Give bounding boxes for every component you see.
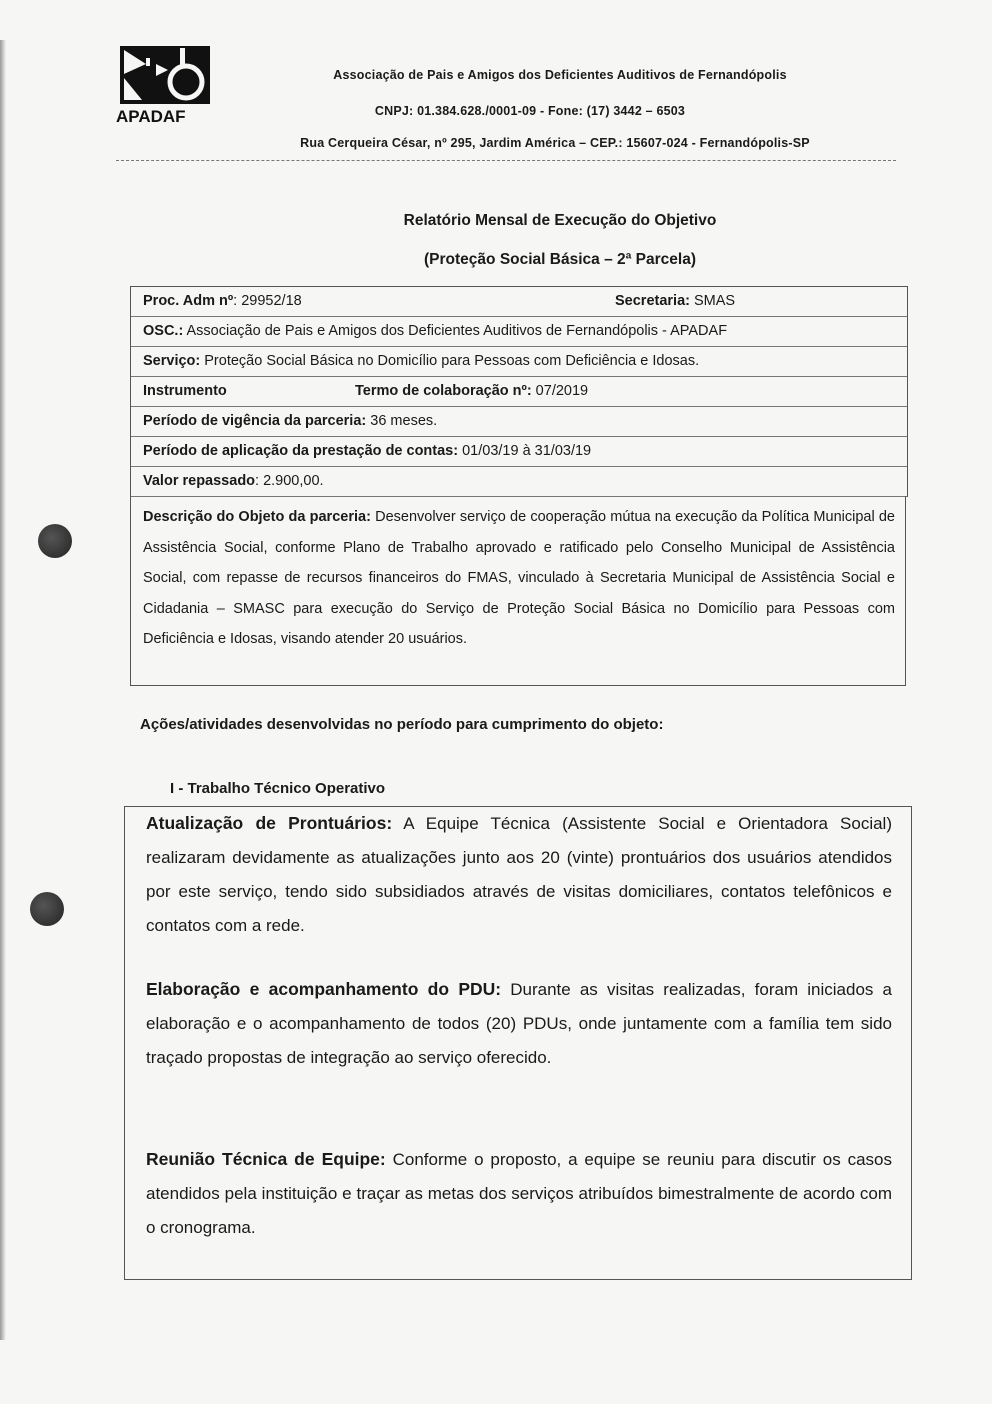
address-line: Rua Cerqueira César, nº 295, Jardim América – CEP.: 15607-024 - Fernandópolis-SP — [300, 136, 810, 150]
paragraph-text: Durante as visitas realizadas, foram iniciados a elaboração e o acompanhamento de todos (20) PDUs, onde juntamente com a família tem sido traçado propostas de integração ao serviço oferecido. — [146, 980, 892, 1067]
paragraph-reuniao — [146, 1142, 892, 1245]
info-table — [130, 286, 908, 497]
paragraph-text: Conforme o proposto, a equipe se reuniu para discutir os casos atendidos pela instituição e traçar as metas dos serviços atribuídos bimestralmente de acordo com o cronograma. — [146, 1150, 892, 1237]
section-heading: I - Trabalho Técnico Operativo — [170, 780, 386, 797]
scan-edge — [0, 40, 6, 1340]
descricao-value: Desenvolver serviço de cooperação mútua na execução da Política Municipal de Assistência Social, conforme Plano de Trabalho aprovado e ratificado pelo Conselho Municipal de Assistência Social, com repasse de recursos financeiros do FMAS, vinculado à Secretaria Municipal de Assistência Social e Cidadania – SMASC para execução do Serviço de Proteção Social Básica no Domicílio para Pessoas com Deficiência e Idosas, visando atender 20 usuários. — [143, 509, 895, 647]
valor-label: Valor repassado — [143, 473, 256, 489]
row-valor — [131, 467, 907, 497]
paragraph-text: A Equipe Técnica (Assistente Social e Orientadora Social) realizaram devidamente as atualizações junto aos 20 (vinte) prontuários dos usuários atendidos por este serviço, tendo sido subsidiados através de visitas domiciliares, contatos telefônicos e contatos com a rede. — [146, 814, 892, 935]
aplicacao-label: Período de aplicação da prestação de contas: — [143, 443, 459, 459]
logo-text: APADAF — [116, 107, 186, 126]
termo-value: 07/2019 — [531, 383, 589, 399]
osc-label: OSC.: — [143, 323, 184, 339]
row-osc — [131, 317, 907, 347]
instrumento-label: Instrumento — [143, 383, 227, 399]
row-vigencia — [131, 407, 907, 437]
acoes-heading: Ações/atividades desenvolvidas no período para cumprimento do objeto: — [140, 716, 664, 733]
vigencia-label: Período de vigência da parceria: — [143, 413, 367, 429]
secretaria-label: Secretaria: — [615, 293, 690, 309]
paragraph-label: Elaboração e acompanhamento do PDU: — [146, 979, 502, 999]
proc-label: Proc. Adm nº — [143, 293, 234, 309]
termo-label: Termo de colaboração nº: — [355, 383, 532, 399]
descricao-label: Descrição do Objeto da parceria: — [143, 509, 371, 525]
punch-hole-icon — [30, 892, 64, 926]
paragraph-label: Reunião Técnica de Equipe: — [146, 1149, 386, 1169]
osc-value: Associação de Pais e Amigos dos Deficientes Auditivos de Fernandópolis - APADAF — [183, 323, 728, 339]
vigencia-value: 36 meses. — [366, 413, 438, 429]
header-divider — [116, 160, 896, 161]
apadaf-logo — [116, 44, 212, 126]
report-title: Relatório Mensal de Execução do Objetivo — [403, 212, 717, 229]
paragraph-label: Atualização de Prontuários: — [146, 813, 393, 833]
org-name: Associação de Pais e Amigos dos Deficientes Auditivos de Fernandópolis — [333, 68, 787, 82]
row-instrumento — [131, 377, 907, 407]
row-proc — [131, 287, 907, 317]
servico-value: Proteção Social Básica no Domicílio para Pessoas com Deficiência e Idosas. — [200, 353, 700, 369]
cnpj-line: CNPJ: 01.384.628./0001-09 - Fone: (17) 3442 – 6503 — [374, 104, 686, 118]
aplicacao-value: 01/03/19 à 31/03/19 — [458, 443, 592, 459]
secretaria-value: SMAS — [689, 293, 736, 309]
row-servico — [131, 347, 907, 377]
paragraph-prontuarios — [146, 806, 892, 943]
paragraph-pdu — [146, 972, 892, 1075]
descricao-cell — [130, 496, 906, 686]
report-subtitle: (Proteção Social Básica – 2ª Parcela) — [424, 251, 696, 268]
proc-value: : 29952/18 — [233, 293, 302, 309]
servico-label: Serviço: — [143, 353, 201, 369]
row-aplicacao — [131, 437, 907, 467]
punch-hole-icon — [38, 524, 72, 558]
valor-value: : 2.900,00. — [255, 473, 324, 489]
